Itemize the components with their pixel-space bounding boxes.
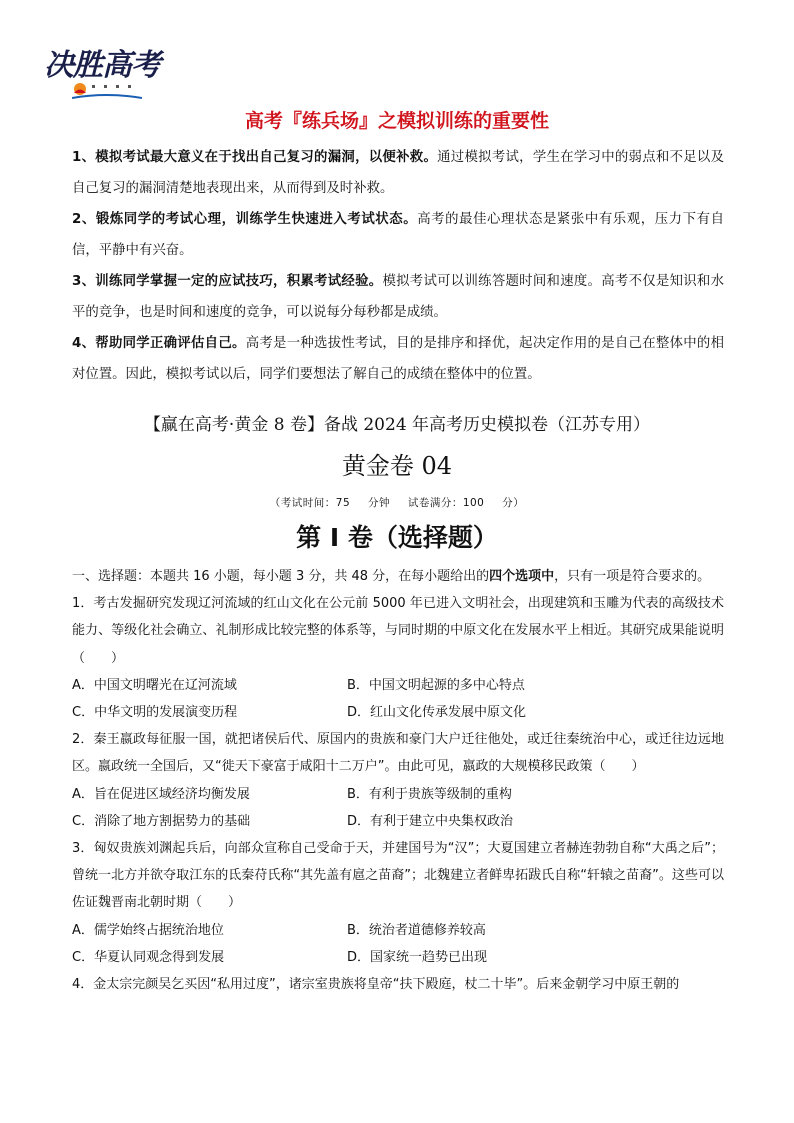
option: A．儒学始终占据统治地位 [72,922,224,938]
option-row [72,944,724,971]
option: B．中国文明起源的多中心特点 [347,677,525,693]
section-instructions: 一、选择题：本题共 16 小题，每小题 3 分，共 48 分，在每小题给出的四个选项中，只有一项是符合要求的。 [72,569,711,584]
option: B．有利于贵族等级制的重构 [347,786,512,802]
volume-title: 第 I 卷（选择题） [296,523,498,552]
exam-name: 黄金卷 04 [341,452,453,480]
option-row [72,699,724,726]
brand-logo [44,40,164,108]
intro-list [72,142,724,390]
logo-text: 决胜高考 [44,48,160,83]
option: A．旨在促进区域经济均衡发展 [72,786,250,802]
option: D．有利于建立中央集权政治 [347,813,514,829]
option: C．华夏认同观念得到发展 [72,949,225,965]
option: C．消除了地方割据势力的基础 [72,813,251,829]
exam-meta: （考试时间：75 分钟 试卷满分：100 分） [269,497,525,509]
question-list [72,563,724,998]
intro-title: 高考『练兵场』之模拟训练的重要性 [244,110,549,132]
intro-item: 3、训练同学掌握一定的应试技巧，积累考试经验。模拟考试可以训练答题时间和速度。高考不仅是知识和水平的竞争，也是时间和速度的竞争，可以说每分每秒都是成绩。 [72,274,724,320]
intro-item: 1、模拟考试最大意义在于找出自己复习的漏洞，以便补救。通过模拟考试，学生在学习中的弱点和不足以及自己复习的漏洞清楚地表现出来，从而得到及时补救。 [72,150,724,196]
option-row [72,808,724,835]
question-stem: 2．秦王嬴政每征服一国，就把诸侯后代、原国内的贵族和豪门大户迁往他处，或迁往秦统治中心，或迁往边远地区。嬴政统一全国后，又“徙天下豪富于咸阳十二万户”。由此可见，嬴政的大规模移民政策（ ） [72,732,724,775]
question-stem: 4．金太宗完颜吴乞买因“私用过度”，诸宗室贵族将皇帝“扶下殿庭，杖二十毕”。后来金朝学习中原王朝的 [72,977,680,993]
option: B．统治者道德修养较高 [347,922,486,938]
intro-item: 2、锻炼同学的考试心理，训练学生快速进入考试状态。高考的最佳心理状态是紧张中有乐观，压力下有自信，平静中有兴奋。 [72,212,724,258]
intro-item: 4、帮助同学正确评估自己。高考是一种选拔性考试，目的是排序和择优，起决定作用的是自己在整体中的相对位置。因此，模拟考试以后，同学们要想法了解自己的成绩在整体中的位置。 [72,336,724,382]
option-row [72,672,724,699]
option-row [72,781,724,808]
logo-emblem-icon [72,80,142,102]
option: D．国家统一趋势已出现 [347,949,488,965]
question-stem: 3．匈奴贵族刘渊起兵后，向部众宣称自己受命于天，并建国号为“汉”；大夏国建立者赫连勃勃自称“大禹之后”；曾统一北方并欲夺取江东的氐秦苻氏称“其先盖有扈之苗裔”；北魏建立者鲜卑拓跋氏自称“轩辕之苗裔”。这些可以佐证魏晋南北朝时期（ ） [72,841,724,911]
option: D．红山文化传承发展中原文化 [347,705,527,721]
option: A．中国文明曙光在辽河流域 [72,677,237,693]
question-stem: 1．考古发掘研究发现辽河流域的红山文化在公元前 5000 年已进入文明社会，出现建筑和玉雕为代表的高级技术能力、等级化社会确立、礼制形成比较完整的体系等，与同时期的中原文化在发展水平上相近。其研究成果能说明（ ） [72,596,724,666]
option: C．中华文明的发展演变历程 [72,705,238,721]
exam-series-title: 【赢在高考·黄金 8 卷】备战 2024 年高考历史模拟卷（江苏专用） [143,415,651,435]
option-row [72,917,724,944]
